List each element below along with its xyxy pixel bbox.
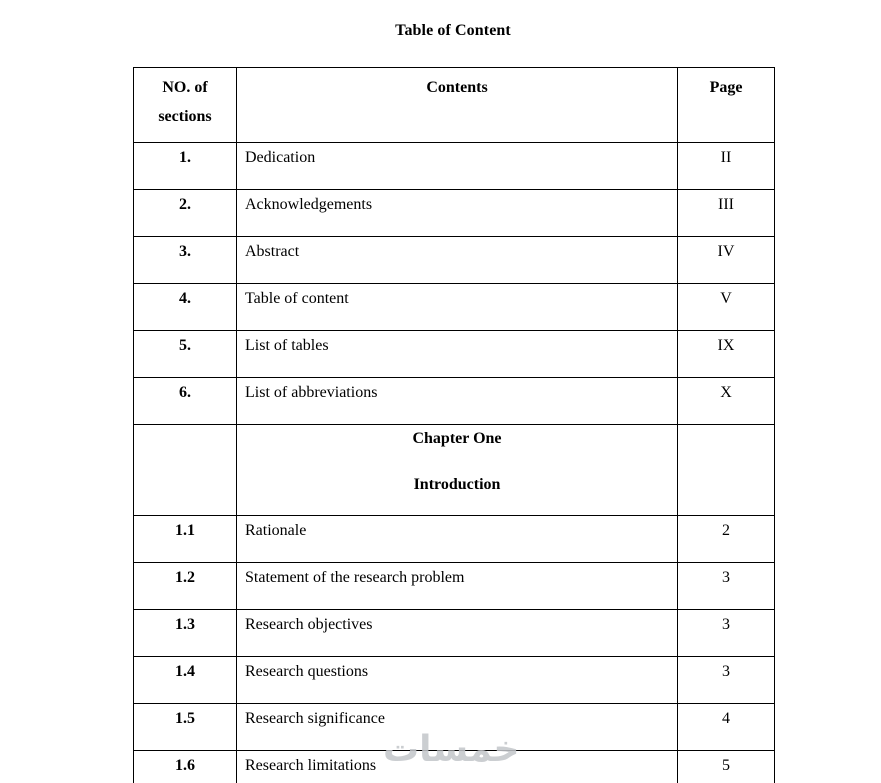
toc-section-empty-page xyxy=(678,425,775,516)
toc-row-number: 1.2 xyxy=(134,563,237,610)
toc-row-title: Dedication xyxy=(237,143,678,190)
toc-row-number: 4. xyxy=(134,284,237,331)
toc-row-title: Research limitations xyxy=(237,751,678,783)
toc-row-number: 1.6 xyxy=(134,751,237,783)
toc-row-number: 1. xyxy=(134,143,237,190)
toc-row xyxy=(134,331,775,378)
toc-row xyxy=(134,190,775,237)
toc-row-page: IV xyxy=(678,237,775,284)
table-of-contents xyxy=(133,67,775,783)
toc-section-row xyxy=(134,425,775,516)
toc-section-empty-no xyxy=(134,425,237,516)
toc-row-number: 5. xyxy=(134,331,237,378)
toc-section-heading xyxy=(237,425,678,516)
toc-row xyxy=(134,378,775,425)
toc-row-page: IX xyxy=(678,331,775,378)
toc-row-title: List of abbreviations xyxy=(237,378,678,425)
toc-header-row xyxy=(134,68,775,143)
toc-row-title: Acknowledgements xyxy=(237,190,678,237)
toc-row-title: Research objectives xyxy=(237,610,678,657)
toc-row-number: 1.3 xyxy=(134,610,237,657)
toc-row-page: 5 xyxy=(678,751,775,783)
toc-row-page: V xyxy=(678,284,775,331)
toc-row-page: 3 xyxy=(678,610,775,657)
toc-row xyxy=(134,284,775,331)
toc-row xyxy=(134,657,775,704)
toc-row-title: Statement of the research problem xyxy=(237,563,678,610)
toc-row-title: Research significance xyxy=(237,704,678,751)
toc-row-page: 3 xyxy=(678,657,775,704)
toc-row-title: Abstract xyxy=(237,237,678,284)
toc-row xyxy=(134,237,775,284)
toc-row-number: 6. xyxy=(134,378,237,425)
chapter-heading-line: Chapter One xyxy=(412,430,502,447)
toc-row xyxy=(134,563,775,610)
toc-row-title: List of tables xyxy=(237,331,678,378)
toc-row-title: Research questions xyxy=(237,657,678,704)
column-header-no-of-sections: NO. of sections xyxy=(134,68,237,143)
column-header-contents: Contents xyxy=(237,68,678,143)
toc-row-number: 1.5 xyxy=(134,704,237,751)
toc-row-page: 2 xyxy=(678,516,775,563)
toc-row xyxy=(134,610,775,657)
toc-row-title: Table of content xyxy=(237,284,678,331)
toc-body xyxy=(134,143,775,783)
toc-row-page: X xyxy=(678,378,775,425)
toc-row-page: 4 xyxy=(678,704,775,751)
toc-row-page: III xyxy=(678,190,775,237)
page-title: Table of Content xyxy=(395,22,511,39)
khamsat-watermark: خمسات xyxy=(383,729,520,770)
toc-row-number: 2. xyxy=(134,190,237,237)
toc-row xyxy=(134,516,775,563)
toc-row-number: 1.4 xyxy=(134,657,237,704)
toc-row-number: 3. xyxy=(134,237,237,284)
toc-row xyxy=(134,143,775,190)
chapter-heading-line: Introduction xyxy=(413,476,501,493)
toc-row-page: II xyxy=(678,143,775,190)
toc-row-number: 1.1 xyxy=(134,516,237,563)
toc-row-page: 3 xyxy=(678,563,775,610)
toc-row-title: Rationale xyxy=(237,516,678,563)
column-header-page: Page xyxy=(678,68,775,143)
